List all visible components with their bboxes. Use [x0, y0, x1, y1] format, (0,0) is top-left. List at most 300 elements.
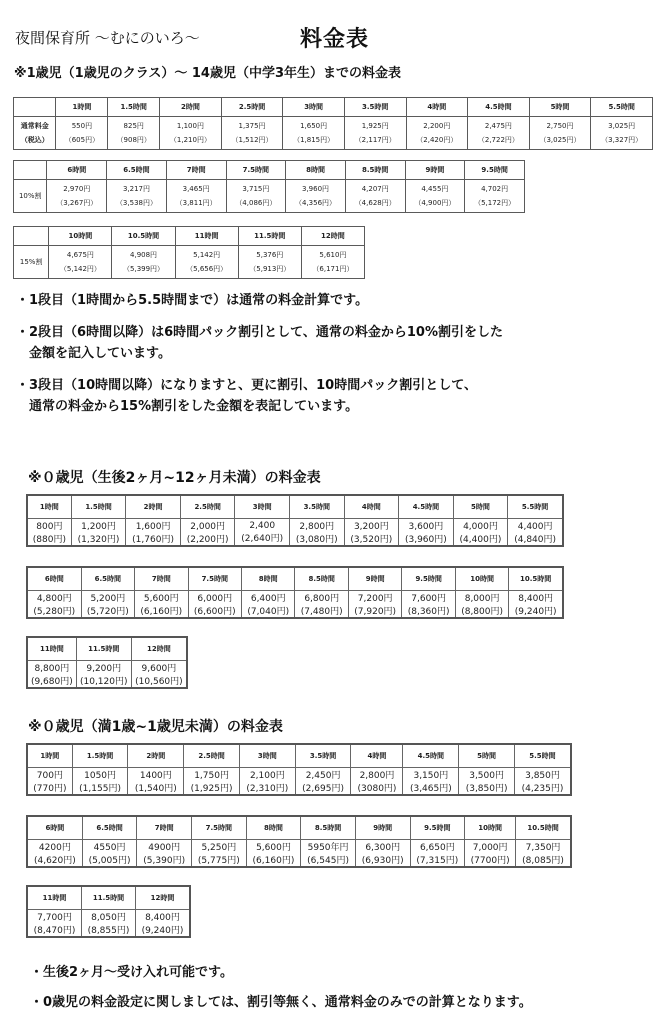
price-tax-included: （4,086円） [235, 199, 277, 207]
price-cell [76, 661, 131, 689]
duration-header: 6.5時間 [81, 567, 134, 591]
price-cell [160, 117, 222, 150]
price-tax-included: （3,025円） [539, 136, 581, 144]
price-tax-included: (1,320円) [77, 535, 120, 545]
duration-header: 3.5時間 [344, 98, 406, 117]
duration-header: 9.5時間 [465, 161, 525, 180]
price: 1,925円 [361, 122, 389, 130]
price-cell [410, 840, 465, 868]
price-cell [137, 840, 192, 868]
section-3-subtitle: ※０歳児（満1歳~1歳児未満）の料金表 [28, 719, 283, 735]
corner-cell [14, 161, 47, 180]
duration-header: 5時間 [459, 744, 515, 768]
price-table-standard [13, 97, 653, 150]
price-tax-included: （5,913円） [249, 265, 291, 273]
price-cell [246, 840, 301, 868]
price-tax-included: （3,538円） [115, 199, 157, 207]
price-tax-included: (1,925円) [190, 784, 233, 794]
price-tax-included: (6,160円) [252, 856, 295, 866]
price: 4,000円 [463, 522, 498, 532]
table-header-row [27, 495, 563, 519]
price: 6,400円 [250, 594, 286, 604]
price: 5950年円 [307, 843, 349, 853]
table-row [27, 591, 563, 619]
price-tax-included: (1,760円) [132, 535, 174, 545]
price-tax-included: (8,085円) [522, 856, 564, 866]
price-cell [226, 180, 286, 213]
price-tax-included: （3,327円） [601, 136, 643, 144]
price-tax-included: (8,360円) [407, 607, 450, 617]
price-cell [514, 768, 571, 796]
price: 3,465円 [182, 185, 210, 193]
price-cell [348, 591, 401, 619]
infant-1yr-price-table-3 [26, 885, 191, 938]
duration-header: 1.5時間 [108, 98, 160, 117]
price-cell [465, 840, 516, 868]
price: 2,450円 [305, 771, 341, 781]
price: 3,850円 [525, 771, 560, 781]
price-cell [112, 246, 175, 279]
price: 2,100円 [249, 771, 285, 781]
table-row [27, 840, 571, 868]
duration-header: 4.5時間 [468, 98, 530, 117]
price: 4900円 [148, 843, 181, 853]
table-header-row [14, 98, 653, 117]
infant-1yr-price-table-1 [26, 743, 572, 796]
price: 4200円 [38, 843, 71, 853]
duration-header: 1時間 [27, 744, 72, 768]
row-label-line: （税込） [20, 136, 49, 144]
price: 3,600円 [408, 522, 444, 532]
price: 800円 [36, 522, 63, 532]
price-cell [301, 246, 364, 279]
price-tax-included: (5,720円) [86, 607, 129, 617]
row-label-line: 通常料金 [20, 122, 49, 130]
price: 2,475円 [484, 122, 512, 130]
duration-header: 7時間 [166, 161, 226, 180]
duration-header: 10時間 [465, 816, 516, 840]
duration-header: 1.5時間 [72, 744, 128, 768]
duration-header: 10.5時間 [509, 567, 563, 591]
table-row [14, 180, 525, 213]
price-cell [453, 519, 508, 547]
price-tax-included: (2,640円) [241, 533, 284, 544]
duration-header: 2.5時間 [184, 744, 240, 768]
price: 6,300円 [365, 843, 401, 853]
price-tax-included: （4,628円） [354, 199, 396, 207]
price-tax-included: (5,390円) [143, 856, 186, 866]
price: 5,142円 [193, 251, 221, 259]
note-line: ・1段目（1時間から5.5時間まで）は通常の料金計算です。 [16, 293, 369, 308]
section-2-subtitle: ※０歳児（生後2ヶ月~12ヶ月未満）の料金表 [28, 470, 321, 486]
price-tax-included: （908円） [116, 136, 151, 144]
price-tax-included: (6,600円) [193, 607, 236, 617]
price-tax-included: (3080円) [357, 784, 397, 794]
price-tax-included: (7,920円) [354, 607, 397, 617]
price-tax-included: (1,540円) [134, 784, 177, 794]
price: 9,600円 [141, 664, 177, 674]
page-title: 料金表 [300, 27, 370, 52]
duration-header: 11.5時間 [238, 227, 301, 246]
price: 4,908円 [130, 251, 158, 259]
price: 5,610円 [319, 251, 347, 259]
price: 8,400円 [145, 913, 180, 923]
duration-header: 6.5時間 [107, 161, 167, 180]
duration-header: 5.5時間 [508, 495, 563, 519]
price: 2,970円 [63, 185, 91, 193]
price-cell [289, 519, 344, 547]
price: 4,800円 [36, 594, 72, 604]
price: 1,375円 [238, 122, 266, 130]
note-line: 通常の料金から15%割引をした金額を表記しています。 [16, 399, 359, 414]
price-tax-included: (3,080円) [295, 535, 338, 545]
duration-header: 6時間 [27, 567, 81, 591]
duration-header: 3時間 [239, 744, 295, 768]
section-3-notes [30, 961, 532, 1010]
duration-header: 6時間 [47, 161, 107, 180]
price-cell [468, 117, 530, 150]
price-tax-included: (10,560円) [135, 677, 183, 687]
duration-header: 2.5時間 [221, 98, 283, 117]
price: 5,600円 [143, 594, 179, 604]
infant-price-table-1 [26, 494, 564, 547]
price: 8,400円 [518, 594, 554, 604]
table-row [27, 519, 563, 547]
price: 825円 [123, 122, 144, 130]
price-tax-included: （2,117円） [354, 136, 396, 144]
note-line: ・0歳児の料金設定に関しましては、割引等無く、通常料金のみでの計算となります。 [30, 995, 532, 1010]
price: 5,600円 [256, 843, 291, 853]
price-tax-included: (6,545円) [307, 856, 349, 866]
price-cell [344, 117, 406, 150]
price-cell [47, 180, 107, 213]
price-cell [509, 591, 563, 619]
price-cell [516, 840, 571, 868]
duration-header: 8時間 [286, 161, 346, 180]
price-cell [529, 117, 591, 150]
duration-header: 8.5時間 [345, 161, 405, 180]
infant-1yr-price-table-2 [26, 815, 572, 868]
price: 2,800円 [299, 522, 335, 532]
price-cell [27, 591, 81, 619]
price-tax-included: (9,240円) [141, 926, 184, 936]
price-cell [295, 768, 351, 796]
price-cell [56, 117, 108, 150]
price-table-10pct-discount [13, 160, 525, 213]
duration-header: 8.5時間 [301, 816, 356, 840]
table-header-row [27, 886, 190, 910]
price: 4,702円 [481, 185, 509, 193]
duration-header: 8.5時間 [295, 567, 348, 591]
price: 4,400円 [517, 522, 553, 532]
price-tax-included: （605円） [64, 136, 100, 144]
price-tax-included: (6,160円) [140, 607, 183, 617]
duration-header: 3時間 [283, 98, 345, 117]
price-tax-included: (4,235円) [521, 784, 564, 794]
price: 3,960円 [302, 185, 330, 193]
duration-header: 2時間 [128, 744, 184, 768]
duration-header: 4時間 [351, 744, 403, 768]
price-cell [399, 519, 454, 547]
price-cell [71, 519, 126, 547]
table-header-row [14, 227, 365, 246]
duration-header: 3.5時間 [295, 744, 351, 768]
table-header-row [27, 637, 187, 661]
price-cell [135, 591, 188, 619]
price-cell [591, 117, 653, 150]
row-label [14, 117, 56, 150]
duration-header: 6時間 [27, 816, 82, 840]
price-cell [239, 768, 295, 796]
price: 6,800円 [304, 594, 340, 604]
section-1-subtitle: ※1歳児（1歳児のクラス）〜 14歳児（中学3年生）までの料金表 [14, 66, 402, 81]
price-tax-included: （1,815円） [293, 136, 335, 144]
duration-header: 9.5時間 [410, 816, 465, 840]
price-table-15pct-discount [13, 226, 365, 279]
duration-header: 12時間 [135, 886, 190, 910]
duration-header: 8時間 [246, 816, 301, 840]
table-row [27, 910, 190, 938]
price: 7,700円 [37, 913, 72, 923]
price-cell [295, 591, 348, 619]
price-cell [180, 519, 235, 547]
price-cell [455, 591, 508, 619]
table-row [27, 768, 571, 796]
price-cell [107, 180, 167, 213]
price: 2,750円 [546, 122, 574, 130]
price-tax-included: （5,656円） [186, 265, 228, 273]
duration-header: 4.5時間 [403, 744, 459, 768]
corner-cell [14, 227, 49, 246]
table-row [14, 117, 653, 150]
duration-header: 12時間 [131, 637, 187, 661]
table-row [14, 246, 365, 279]
price-tax-included: （3,267円） [56, 199, 98, 207]
price-tax-included: (4,840円) [514, 535, 557, 545]
duration-header: 6.5時間 [82, 816, 137, 840]
table-header-row [27, 567, 563, 591]
duration-header: 7.5時間 [192, 816, 247, 840]
price-tax-included: (3,465円) [409, 784, 452, 794]
table-header-row [27, 816, 571, 840]
price-cell [301, 840, 356, 868]
duration-header: 1.5時間 [71, 495, 126, 519]
price: 7,200円 [357, 594, 393, 604]
price-cell [166, 180, 226, 213]
duration-header: 10時間 [49, 227, 112, 246]
duration-header: 10.5時間 [112, 227, 175, 246]
price-cell [27, 661, 76, 689]
duration-header: 3時間 [235, 495, 290, 519]
duration-header: 11時間 [175, 227, 238, 246]
price-cell [27, 910, 82, 938]
price-cell [27, 519, 71, 547]
duration-header: 7時間 [137, 816, 192, 840]
price-cell [27, 840, 82, 868]
price-tax-included: （6,171円） [312, 265, 354, 273]
price-cell [128, 768, 184, 796]
price-tax-included: （4,900円） [414, 199, 456, 207]
price: 4,207円 [361, 185, 389, 193]
price: 1,750円 [194, 771, 229, 781]
row-label: 15%割 [14, 246, 49, 279]
price-tax-included: （5,142円） [59, 265, 101, 273]
price-cell [221, 117, 283, 150]
price-tax-included: (5,280円) [33, 607, 76, 617]
price-cell [175, 246, 238, 279]
price: 4550円 [93, 843, 126, 853]
price: 3,025円 [608, 122, 636, 130]
price-cell [238, 246, 301, 279]
price-cell [286, 180, 346, 213]
price-cell [27, 768, 72, 796]
price: 3,715円 [242, 185, 270, 193]
price-cell [188, 591, 241, 619]
price-cell [82, 910, 136, 938]
duration-header: 7時間 [135, 567, 188, 591]
price-tax-included: （1,512円） [231, 136, 273, 144]
price-cell [355, 840, 410, 868]
note-line: ・3段目（10時間以降）になりますと、更に割引、10時間パック割引として、 [16, 378, 477, 393]
price: 1,200円 [81, 522, 116, 532]
note-line: ・生後2ヶ月〜受け入れ可能です。 [30, 965, 234, 980]
price-cell [131, 661, 187, 689]
infant-price-table-3 [26, 636, 188, 689]
price-tax-included: （5,172円） [474, 199, 516, 207]
row-label: 10%割 [14, 180, 47, 213]
price: 1,100円 [176, 122, 204, 130]
price-cell [508, 519, 563, 547]
price-tax-included: (2,200円) [186, 535, 229, 545]
price-tax-included: (7,480円) [300, 607, 343, 617]
duration-header: 9時間 [405, 161, 465, 180]
price-cell [403, 768, 459, 796]
corner-cell [14, 98, 56, 117]
duration-header: 11.5時間 [76, 637, 131, 661]
price: 8,800円 [34, 664, 70, 674]
price-cell [184, 768, 240, 796]
price: 9,200円 [86, 664, 122, 674]
price: 700円 [36, 771, 63, 781]
duration-header: 4時間 [406, 98, 468, 117]
duration-header: 7.5時間 [226, 161, 286, 180]
price-tax-included: (1,155円) [79, 784, 121, 794]
duration-header: 4時間 [344, 495, 399, 519]
duration-header: 3.5時間 [289, 495, 344, 519]
price-tax-included: (7700円) [470, 856, 510, 866]
price-tax-included: (8,470円) [33, 926, 76, 936]
infant-price-table-2 [26, 566, 564, 619]
price-tax-included: (4,620円) [33, 856, 76, 866]
price-cell [406, 117, 468, 150]
price-tax-included: (8,855円) [87, 926, 130, 936]
price-cell [344, 519, 399, 547]
price: 1400円 [139, 771, 172, 781]
section-1-notes [16, 290, 503, 417]
price: 5,250円 [201, 843, 237, 853]
price: 4,455円 [421, 185, 449, 193]
table-header-row [14, 161, 525, 180]
duration-header: 10時間 [455, 567, 508, 591]
duration-header: 11.5時間 [82, 886, 136, 910]
duration-header: 5時間 [453, 495, 508, 519]
price-cell [126, 519, 181, 547]
price-tax-included: (7,040円) [247, 607, 290, 617]
duration-header: 7.5時間 [188, 567, 241, 591]
price: 3,150円 [413, 771, 449, 781]
price-tax-included: （1,210円） [169, 136, 211, 144]
price-tax-included: (2,310円) [246, 784, 289, 794]
price: 5,376円 [256, 251, 284, 259]
price-tax-included: （4,356円） [295, 199, 337, 207]
price-cell [459, 768, 515, 796]
price-tax-included: (3,960円) [404, 535, 447, 545]
duration-header: 1時間 [56, 98, 108, 117]
price: 3,217円 [122, 185, 150, 193]
price: 1,600円 [135, 522, 171, 532]
duration-header: 10.5時間 [516, 816, 571, 840]
price: 550円 [71, 122, 93, 130]
price-tax-included: （2,420円） [416, 136, 458, 144]
duration-header: 8時間 [242, 567, 295, 591]
table-header-row [27, 744, 571, 768]
price: 8,000円 [464, 594, 500, 604]
price-tax-included: （5,399円） [123, 265, 165, 273]
duration-header: 2時間 [126, 495, 181, 519]
price: 7,000円 [472, 843, 508, 853]
price: 1,650円 [300, 122, 328, 130]
price-cell [82, 840, 137, 868]
price-tax-included: （2,722円） [477, 136, 519, 144]
price-cell [49, 246, 112, 279]
price: 3,200円 [353, 522, 389, 532]
duration-header: 1時間 [27, 495, 71, 519]
price: 6,000円 [197, 594, 233, 604]
duration-header: 5時間 [529, 98, 591, 117]
price-tax-included: (6,930円) [361, 856, 404, 866]
price-cell [192, 840, 247, 868]
price-cell [351, 768, 403, 796]
price-cell [135, 910, 190, 938]
price: 1050円 [84, 771, 117, 781]
duration-header: 11時間 [27, 886, 82, 910]
table-row [27, 661, 187, 689]
price-cell [108, 117, 160, 150]
price-tax-included: (7,315円) [416, 856, 459, 866]
price: 2,400 [249, 520, 276, 531]
price: 8,050円 [91, 913, 126, 923]
price: 7,600円 [411, 594, 447, 604]
price: 6,650円 [419, 843, 455, 853]
nursery-name: 夜間保育所 〜むにのいろ〜 [15, 29, 200, 47]
price-cell [72, 768, 128, 796]
note-line: ・2段目（6時間以降）は6時間パック割引として、通常の料金から10%割引をした [16, 325, 503, 340]
note-line: 金額を記入しています。 [16, 346, 171, 361]
price-cell [81, 591, 134, 619]
price-tax-included: (5,005円) [88, 856, 131, 866]
price-cell [283, 117, 345, 150]
price-cell [345, 180, 405, 213]
price-tax-included: (3,520円) [350, 535, 393, 545]
price: 2,000円 [190, 522, 226, 532]
duration-header: 11時間 [27, 637, 76, 661]
duration-header: 9時間 [348, 567, 401, 591]
duration-header: 9時間 [355, 816, 410, 840]
price-cell [465, 180, 525, 213]
price-cell [405, 180, 465, 213]
price: 2,800円 [359, 771, 395, 781]
duration-header: 2.5時間 [180, 495, 235, 519]
